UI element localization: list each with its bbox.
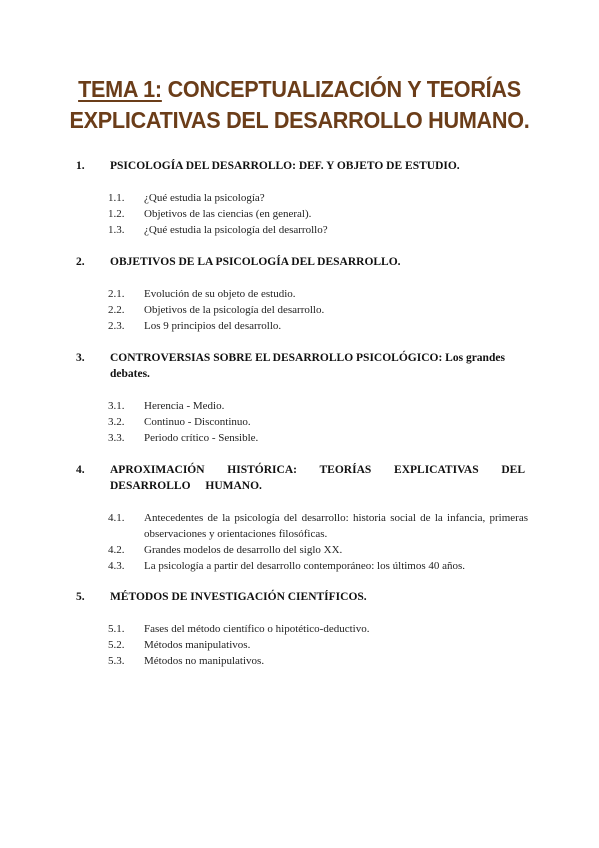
section-5-items <box>108 621 528 669</box>
section-4-items <box>108 510 528 574</box>
title-line-1-rest: CONCEPTUALIZACIÓN Y TEORÍAS <box>161 76 521 102</box>
section-1-items <box>108 190 528 238</box>
list-item <box>108 398 528 414</box>
list-item <box>108 542 528 558</box>
item-text: Periodo crítico - Sensible. <box>144 432 259 444</box>
item-number: 5.2. <box>108 639 125 651</box>
item-text: Continuo - Discontinuo. <box>144 416 251 428</box>
item-text: Fases del método científico o hipotético-deductivo. <box>144 623 370 635</box>
item-text: Métodos no manipulativos. <box>144 655 265 667</box>
section-number: 3. <box>76 352 85 364</box>
section-2-items <box>108 286 528 334</box>
list-item <box>108 302 528 318</box>
item-number: 3.2. <box>108 416 125 428</box>
title-line-2: EXPLICATIVAS DEL DESARROLLO HUMANO. <box>69 107 530 133</box>
section-title: CONTROVERSIAS SOBRE EL DESARROLLO PSICOLÓGICO: Los grandes debates. <box>110 352 505 380</box>
list-item <box>108 637 528 653</box>
item-number: 2.2. <box>108 304 125 316</box>
item-text: La psicología a partir del desarrollo contemporáneo: los últimos 40 años. <box>144 560 466 572</box>
section-3-items <box>108 398 528 446</box>
item-number: 5.1. <box>108 623 125 635</box>
item-number: 1.3. <box>108 224 125 236</box>
title-tema: TEMA 1: <box>78 76 162 102</box>
section-title: OBJETIVOS DE LA PSICOLOGÍA DEL DESARROLLO. <box>110 256 401 268</box>
list-item <box>108 222 528 238</box>
item-text: Grandes modelos de desarrollo del siglo XX. <box>144 544 343 556</box>
list-item <box>108 286 528 302</box>
item-number: 2.1. <box>108 288 125 300</box>
item-number: 5.3. <box>108 655 125 667</box>
list-item <box>108 430 528 446</box>
section-number: 4. <box>76 464 85 476</box>
list-item <box>108 190 528 206</box>
item-text: Objetivos de las ciencias (en general). <box>144 208 312 220</box>
item-number: 4.3. <box>108 560 125 572</box>
item-text: ¿Qué estudia la psicología? <box>144 192 265 204</box>
section-title: MÉTODOS DE INVESTIGACIÓN CIENTÍFICOS. <box>110 591 367 603</box>
list-item <box>108 206 528 222</box>
list-item <box>108 558 528 574</box>
list-item <box>108 414 528 430</box>
list-item <box>108 510 528 542</box>
item-number: 4.1. <box>108 512 125 524</box>
section-number: 5. <box>76 591 85 603</box>
item-text: Antecedentes de la psicología del desarrollo: historia social de la infancia, primeras observaciones y orientaciones filosóficas. <box>144 512 528 540</box>
title-line-1 <box>61 74 538 105</box>
item-number: 1.2. <box>108 208 125 220</box>
item-text: Herencia - Medio. <box>144 400 225 412</box>
section-number: 1. <box>76 160 85 172</box>
page-title <box>61 74 538 136</box>
section-number: 2. <box>76 256 85 268</box>
item-text: Los 9 principios del desarrollo. <box>144 320 282 332</box>
item-number: 3.3. <box>108 432 125 444</box>
item-number: 4.2. <box>108 544 125 556</box>
list-item <box>108 653 528 669</box>
section-title: PSICOLOGÍA DEL DESARROLLO: DEF. Y OBJETO DE ESTUDIO. <box>110 160 460 172</box>
item-number: 1.1. <box>108 192 125 204</box>
section-title: APROXIMACIÓN HISTÓRICA: TEORÍAS EXPLICATIVAS DEL DESARROLLO HUMANO. <box>110 464 525 492</box>
item-text: Objetivos de la psicología del desarrollo. <box>144 304 325 316</box>
item-text: ¿Qué estudia la psicología del desarrollo? <box>144 224 328 236</box>
list-item <box>108 621 528 637</box>
item-text: Métodos manipulativos. <box>144 639 251 651</box>
item-number: 3.1. <box>108 400 125 412</box>
item-number: 2.3. <box>108 320 125 332</box>
list-item <box>108 318 528 334</box>
item-text: Evolución de su objeto de estudio. <box>144 288 296 300</box>
